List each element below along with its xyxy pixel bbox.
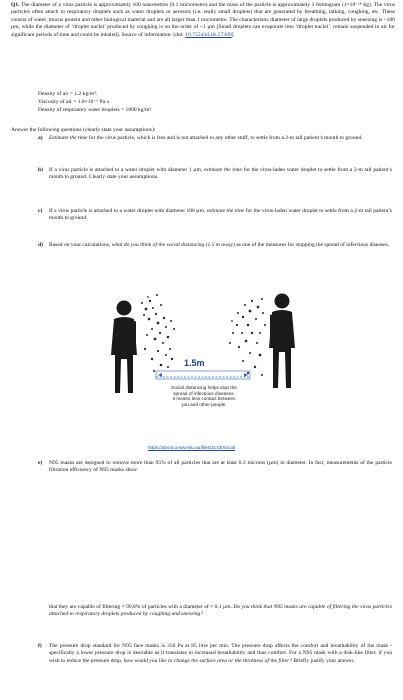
c-post: for the virus-laden water droplet to settle from a 2-m tall patient’s mouth to ground. (49, 208, 392, 222)
b-pre: If a virus particle is attached to a water droplet with diameter 1 µm, (49, 167, 204, 173)
question-number: Q1. (11, 2, 20, 8)
question-a (38, 135, 392, 142)
e-text: N95 masks are designed to remove more than 95% of all particles that are at least 0.3 microns (µm) in diameter. In fact, measurements of the particle filtration efficiency of N95 masks show (49, 460, 392, 474)
given-viscosity-air: Viscosity of air = 1.8×10⁻⁵ Pa·s. (38, 99, 111, 105)
question-e-continued (49, 604, 392, 619)
d-post: as one of the measures for stopping the spread of infectious diseases. (234, 242, 390, 248)
question-intro (11, 2, 395, 39)
question-f (38, 643, 392, 665)
droplet-cloud-right (229, 298, 266, 376)
instruction: Answer the following questions (clearly state your assumptions): (11, 127, 156, 133)
c-pre: If a virus particle is attached to a water droplet with diameter 100 µm, (49, 208, 207, 214)
f-italic: how would you like to change the surface area or the thickness of the filter? (123, 657, 293, 664)
question-d (38, 242, 392, 249)
b-italic: estimate the time (203, 167, 242, 173)
f-post: Briefly justify your answer. (292, 657, 355, 664)
label-f: f) (38, 643, 42, 649)
figure-source-link[interactable]: https://about.unsw.edu.au/files/3143/Social (148, 445, 236, 450)
droplet-cloud-left (141, 294, 175, 372)
e-cont-pre: that they are capable of filtering ≈ 99.8% of particles with a diameter of ≈ 0.1 µm. (49, 604, 234, 610)
label-c: c) (38, 208, 43, 214)
given-density-air: Density of air = 1.2 kg/m³. (38, 91, 98, 97)
label-b: b) (38, 167, 43, 173)
distance-ruler (156, 371, 250, 379)
question-b (38, 167, 392, 182)
label-e: e) (38, 460, 43, 466)
b-post: for the virus-laden water droplet to settle from a 2-m tall patient’s month to ground. Clearly state your assumptions. (49, 167, 392, 181)
caption-line-3: It means less contact between (172, 396, 236, 402)
caption-line-1: Social distancing helps stop the (171, 385, 237, 390)
figure-caption (152, 385, 256, 407)
given-density-water: Density of respiratory water droplets = 1000 kg/m³. (38, 107, 153, 113)
question-e (38, 460, 392, 475)
a-text: for the virus particle, which is free and is not attached to any other stuff, to settle from a 2-m tall patient’s mouth to ground. (87, 135, 363, 141)
d-pre: Based on your calculations, (49, 242, 112, 248)
social-distancing-illustration (100, 263, 306, 443)
c-italic: estimate the time (206, 208, 245, 214)
right-person-icon (269, 294, 295, 389)
f-pre: The pressure drop standard for N95 face masks is 350 Pa at 85 litre per min. The pressure drop affects the comfort and breathability of the mask - specifically a lower pressure drop is desirable as it translates to increased breathability and thus comfort. For a N95 mask with a disk-like filter, if you wish to reduce the pressure drop, (49, 643, 392, 664)
question-c (38, 208, 392, 223)
d-italic: what do you think of the social distancing (1.5 m away) (111, 242, 235, 248)
intro-end: ] (231, 31, 234, 38)
distance-label: 1.5m (184, 358, 205, 368)
caption-line-4: you and other people. (181, 401, 227, 407)
e-cont-italic: Do you think that N95 masks are capable of filtering the virus particles attached to respiratory droplets produced by coughing and sneezing? (49, 604, 393, 618)
social-distancing-figure (100, 263, 306, 443)
caption-line-2: spread of infectious diseases. (173, 390, 235, 396)
intro-text: The diameter of a virus particle is approximately 100 nanometres (0.1 micrometre) and the mass of the particle is approximately 1 femtogram (1×10⁻¹⁸ kg). The virus particles often attach to respiratory droplets such as water droplets or aerosols (i.e. really small droplets) that are generated by breathing, talking, coughing, etc. These consist of water, mucus protein and other biological material and are all larger than 1 micrometre. The characteristic diameter of large droplets produced by sneezing is ~100 µm, while the diameter of ‘droplet nuclei’ produced by coughing is on the order of ~1 µm [Small droplets can evaporate into ‘droplet nuclei’, remain suspended in air for significant periods of time and could be inhaled]. Source of information: [doi: (11, 2, 395, 38)
doi-link[interactable]: 10.7554/eLife.57309 (185, 31, 232, 38)
label-d: d) (38, 242, 43, 248)
a-italic: Estimate the time (49, 135, 88, 141)
label-a: a) (38, 135, 43, 141)
left-person-icon (111, 301, 137, 394)
